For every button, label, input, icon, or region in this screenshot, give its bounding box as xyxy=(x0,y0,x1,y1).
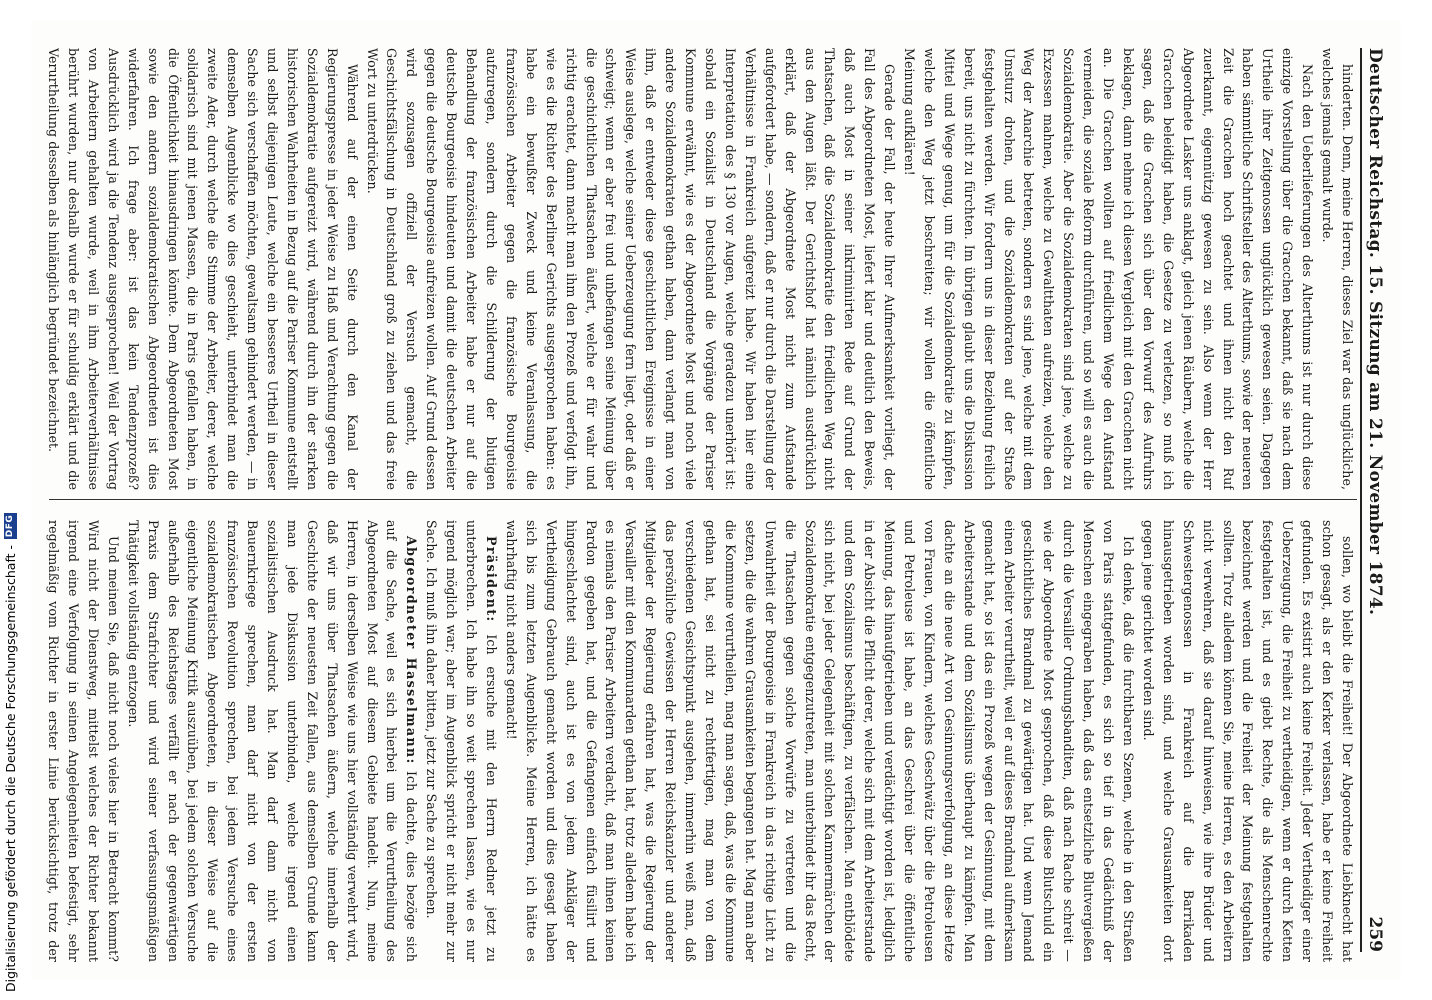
right-column xyxy=(41,520,1357,962)
column-divider xyxy=(49,499,1357,500)
paragraph: hinderten. Denn, meine Herren, dieses Ziel war das unglückliche, welches jemals gemalt wurde. xyxy=(1320,48,1355,490)
paragraph: Abgeordneter Hasselmann: Ich dachte, dies bezöge sich auf die Sache, weil es sich hierbei um die Verurtheilung des Abgeordneten Most auf diesem Gebiete handelt. Nun, meine Herren, in derselben Weise wie uns hier vollständig verwehrt wird, daß wir uns über Thatsachen äußern, welche innerhalb der Geschichte der neuesten Zeit fallen, aus demselben Grunde kann man jede Diskussion unterbinden, welche irgend einen sozialistischen Ausdruck hat. Man darf dann nicht von Bauernkriege sprechen, man darf nicht von der ersten französischen Revolution sprechen, bei jedem Versuche eines sozialdemokratischen Abgeordneten, in dieser Weise auf die eigentliche Meinung Kritik auszuüben, bei jedem solchen Versuche außerhalb des Reichstages verfällt er nach der gegenwärtigen Praxis dem Strafrichter und wird seiner verfassungsmäßigen Thätigkeit vollständig entzogen. xyxy=(125,520,420,962)
running-title: Deutscher Reichstag. 15. Sitzung am 21. November 1874. xyxy=(1365,48,1385,616)
paragraph: Nach den Ueberlieferungen des Alterthums ist nur durch diese einzige Vorstellung über die Gracchen bekannt, daß sie nach dem Urtheile ihrer Zeitgenossen unglücklich gewesen seien. Dagegen haben sämmtliche Schriftsteller des Alterthums, sowie der neueren Zeit die Gracchen hoch geachtet und ihnen nicht den Ruf zuerkannt, eigennützig gewesen zu sein. Also wenn der Herr Abgeordnete Lasker uns anklagt, gleich jenen Räubern, welche die Gracchen beleidigt haben, die Gesetze zu verletzen, so muß ich sagen, daß die Gracchen sich über den Vorwurf des Aufruhrs beklagen, dann nehme ich diesen Vergleich mit den Gracchen nicht an. Die Gracchen wollten auf friedlichem Wege den Aufstand vermeiden, die soziale Reform durchführen, und so will es auch die Sozialdemokratie. Aber die Sozialdemokraten sind jene, welche zu Exzessen mahnen, welche zu Gewaltthaten aufreizen, welche den Weg der Anarchie betreten, sondern es sind jene, welche mit dem Umsturz drohen, und die Sozialdemokraten auf der Straße festgehalten werden. Wir fordern uns in dieser Beziehung freilich bereit, uns nicht zu fürchten. Im übrigen glaubt uns die Diskussion Mittel und Wege genug, um für die Sozialdemokratie zu kämpfen, welche den Weg jetzt beschreiten; wir wollen die öffentliche Meinung aufklären! xyxy=(902,48,1316,490)
paragraph: Ich denke, daß die furchtbaren Szenen, welche in den Straßen von Paris stattgefunden, es sich so tief in das Gedächtniß der Menschen eingegraben haben, daß das entsetzliche Blutvergießen durch die Versailler Ordnungsbanditen, daß nach Rache schreit — wie der Abgeordnete Most gesprochen, daß diese Blutschuld ein geschichtliches Brandmal zu gewärtigen hat. Und wenn Jemand einen Arbeiter verurtheilt, weil er auf dieses Brandmal aufmerksam gemacht hat, so ist das ein Prozeß wegen der Gesinnung, mit dem Arbeiterstande und dem Sozialismus überhaupt zu kämpfen. Man dachte an die neue Art von Gesinnungsverfolgung, an diese Hetze von Frauen, von Kindern, welches Geschwätz über die Petroleusen und Petroleuse ist habe, an das Geschrei über die öffentliche Meinung, das hinaufgetrieben und verdächtigt worden ist, lediglich in der Absicht die Pflicht derer, welche sich mit dem Arbeiterstande und dem Sozialismus beschäftigen, zu verfälschen. Man entblödete sich nicht, bei jeder Gelegenheit mit solchen Kammermärchen der Sozialdemokratie entgegenzutreten, man unterbindet ihr das Recht, die Thatsachen gegen solche Vorwürfe zu vertreten und die Unwahrheit der Bourgeoisie in Frankreich in das richtige Licht zu setzen, die die wahren Grausamkeiten begangen hat. Mag man aber die Kommune verurtheilen, mag man sagen, daß, was die Kommune gethan hat, sei nicht zu rechtfertigen, mag man von dem verschiedenen Gesichtspunkt ausgehen, immerhin weiß man, daß das persönliche Gewissen der Herren Reichskanzler und anderer Mitglieder der Regierung erfahren hat, was die Regierung der Versailler mit den Kommunarden gethan hat, trotz alledem habe ich es niemals den Pariser Arbeitern verdacht, daß man ihnen keinen Pardon gegeben hat, und die Gefangenen einfach füsilirt und hingeschlachtet sind, auch ist es von jedem Ankläger der Vertheidigung Gebrauch gemacht worden und dies gesagt haben sich bis zum letzten Augenblicke. Meine Herren, ich hätte es wahrhaftig nicht anders gemacht! xyxy=(503,520,1137,962)
credit-line xyxy=(3,513,18,992)
page-number: 259 xyxy=(1365,916,1385,952)
paragraph: Gerade der Fall, der heute Ihrer Aufmerksamkeit vorliegt, der Fall des Abgeordneten Most, liefert klar und deutlich den Beweis, daß auch Most in seiner inkriminirten Rede auf Grund der Thatsachen, daß die Sozialdemokratie den friedlichen Weg nicht aus den Augen läßt. Der Gerichtshof hat nämlich ausdrücklich erklärt, daß der Abgeordnete Most nicht zum Aufstande aufgefordert habe, — sondern, daß er nur durch die Darstellung der Verhältnisse in Frankreich aufgereizt habe. Wir haben hier eine Interpretation des § 130 vor Augen, welche geradezu unerhört ist: sobald ein Sozialist in Deutschland die Vorgänge der Pariser Kommune erwähnt, wie es der Abgeordnete Most und noch viele andere Sozialdemokraten gethan haben, dann verlangt man von ihm, daß er entweder diese geschichtlichen Ereignisse in einer Weise auslege, welche seiner Ueberzeugung fern liegt, oder daß er schweigt; wenn er aber frei und unbefangen seine Meinung über die geschichtlichen Thatsachen äußert, welche er für wahr und richtig erachtet, dann macht man ihm den Prozeß und verfolgt ihn, wie es die Richter des Berliner Gerichts ausgesprochen haben: es habe ein bewußter Zweck und keine Veranlassung, die französischen Arbeiter gegen die französische Bourgeoisie aufzuregen, sondern durch die Schilderung der blutigen Behandlung der französischen Arbeiter habe er nur auf die deutsche Bourgeoisie hindeuten und damit die deutschen Arbeiter gegen die deutsche Bourgeoisie aufreizen wollen. Auf Grund dessen wird sozusagen offiziell der Versuch gemacht, die Geschichtsfälschung in Deutschland groß zu ziehen und das freie Wort zu unterdrücken. xyxy=(364,48,898,490)
paragraph: Präsident: Ich ersuche mit den Herrn Redner jetzt zu unterbrechen. Ich habe ihn so weit sprechen lassen, wie es nur irgend möglich war; aber im Augenblick spricht er nicht mehr zur Sache. Ich muß ihn daher bitten, jetzt zur Sache zu sprechen. xyxy=(424,520,500,962)
dfg-logo-icon: DFG xyxy=(5,514,15,538)
paragraph: Während auf der einen Seite durch den Kanal der Regierungspresse in jeder Weise zu Haß und Verachtung gegen die Sozialdemokratie aufgereizt wird, während durch ihn der starken historischen Wahrheiten in Bezug auf die Pariser Kommune entstellt und selbst diejenigen Leute, welche ein besseres Urtheil in dieser Sache sich verschaffen möchten, gewaltsam gehindert werden, — in demselben Augenblicke wo dies geschieht, unterbindet man die zweite Ader, durch welche die Stimme der Arbeiter, derer, welche solidarisch sind mit jenen Massen, die in Paris gefallen haben, in die Öffentlichkeit hinausdringen könnte. Dem Abgeordneten Most sowie den andern sozialdemokratischen Abgeordneten ist dies widerfahren. Ich frage aber: ist das kein Tendenzprozeß? Ausdrücklich wird ja die Tendenz ausgesprochen! Weil der Vortrag von Arbeitern gehalten wurde, weil in ihm Arbeiterverhältnisse berührt wurden, nur deshalb wurde er für schuldig erklärt und die Verurtheilung desselben als hinlänglich begründet bezeichnet. xyxy=(46,48,360,490)
digitization-credit xyxy=(0,0,30,1000)
scanned-page xyxy=(31,20,1401,980)
page-header xyxy=(1360,48,1395,952)
paragraph: sollen, wo bleibt die Freiheit! Der Abgeordnete Liebknecht hat schon gesagt, als er den Kerker verlassen, habe er keine Freiheit gefunden. Es existirt auch keine Freiheit. Jeder Vertheidiger einer Ueberzeugung, die Freiheit zu vertheidigen, wenn er durch Ketten festgehalten ist, und es giebt Rechte, die als Menschenrechte bezeichnet werden und die Freiheit der Meinung festgehalten sollten. Trotz alledem können Sie, meine Herren, es den Arbeitern nicht verwehren, daß sie darauf hinweisen, wie ihre Brüder und Schwestergenossen in Frankreich auf die Barrikaden hinausgetrieben worden sind, und welche Grausamkeiten dort gegen jene gerichtet worden sind. xyxy=(1140,520,1355,962)
speaker-name: Präsident: xyxy=(484,536,500,623)
credit-text: Digitalisierung gefördert durch die Deutsche Forschungsgemeinschaft - xyxy=(3,544,18,992)
paragraph: Und meinen Sie, daß nicht noch vieles hier in Betracht kommt? Wird nicht der Dienstweg, mittelst welches der Richter bekannt irgend eine Verfolgung in seinen Angelegenheiten befestigt, sehr regelmäßig vom Richter in erster Linie berücksichtigt, trotz der xyxy=(46,520,121,962)
left-column xyxy=(41,48,1357,490)
speaker-name: Abgeordneter Hasselmann: xyxy=(404,536,420,765)
